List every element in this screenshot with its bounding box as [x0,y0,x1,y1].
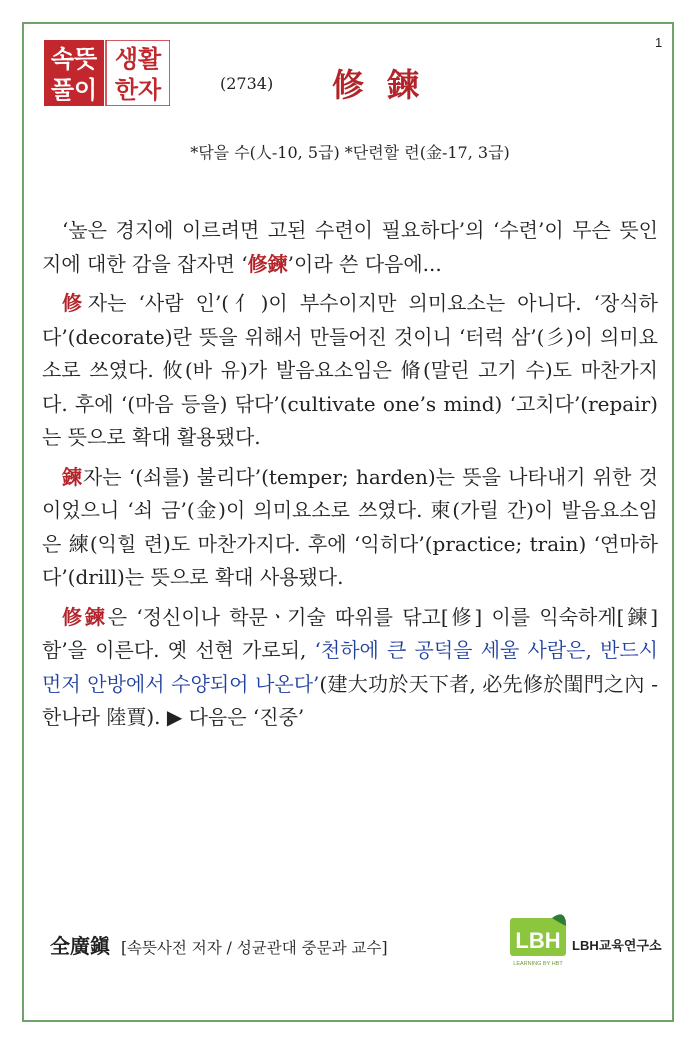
hanja-info: *닦을 수(人-10, 5급) *단련할 련(金-17, 3급) [190,143,510,162]
p2-hanja: 修 [62,291,88,315]
logo [44,40,170,106]
author-title: [속뜻사전 저자 / 성균관대 중문과 교수] [120,939,388,957]
lbh-tagline: LEARNING BY HBT [513,961,563,967]
logo-left-top: 속뜻 [50,45,98,73]
paragraph-2 [42,287,658,455]
p3-hanja: 鍊 [62,464,83,489]
author-name: 全廣鎭 [50,934,110,958]
p4-text-b: 은 ‘정신이나 학문ㆍ기술 따위를 닦고[修] 이를 익숙하게[鍊] 함’을 이른다. 옛 선현 가로되, [42,604,658,662]
lbh-label: LBH교육연구소 [572,938,662,953]
p1-text-a: ‘높은 경지에 이르려면 고된 수련이 필요하다’의 ‘수련’이 무슨 뜻인지에 대한 감을 잡자면 ‘ [42,218,658,276]
entry-code: (2734) [220,74,274,93]
p4-hanja: 修鍊 [62,604,108,629]
paragraph-1 [42,214,658,281]
logo-right-top: 생활 [114,45,162,73]
paragraph-4 [42,601,658,735]
p4-text-d: (建大功於天下者, 必先修於閨門之內 - 한나라 陸賈). ▶ 다음은 ‘진중’ [42,671,658,729]
page-number: 1 [655,35,663,50]
p2-text: 자는 ‘사람 인’(亻)이 부수이지만 의미요소는 아니다. ‘장식하다’(decorate)란 뜻을 위해서 만들어진 것이니 ‘터럭 삼’(彡)이 의미요소로 쓰였다. 攸(바 유)가 발음요소임은 脩(말린 고기 수)도 마찬가지다. 후에 ‘(마음 등을) 닦다’(cultivate one’s mind) ‘고치다’(repair)는 뜻으로 확대 활용됐다. [42,291,658,449]
logo-left-bottom: 풀이 [50,76,98,104]
lbh-logo-icon [508,912,568,968]
p3-text: 자는 ‘(쇠를) 불리다’(temper; harden)는 뜻을 나타내기 위한 것이었으니 ‘쇠 금’(金)이 의미요소로 쓰였다. 柬(가릴 간)이 발음요소임은 練(익힐 련)도 마찬가지다. 후에 ‘익히다’(practice; train) ‘연마하다’(drill)는 뜻으로 확대 사용됐다. [42,464,659,589]
paragraph-3 [42,461,658,595]
logo-right-bottom: 한자 [114,76,162,104]
lbh-mark: LBH [515,928,561,953]
article-body [42,214,658,741]
p1-text-c: ’이라 쓴 다음에... [287,251,442,276]
p1-hanja: 修鍊 [247,251,288,276]
p4-quote: ‘천하에 큰 공덕을 세울 사람은, 반드시 먼저 안방에서 수양되어 나온다’ [42,638,658,696]
page-title: 修 鍊 [332,66,426,104]
author-line [50,930,388,959]
